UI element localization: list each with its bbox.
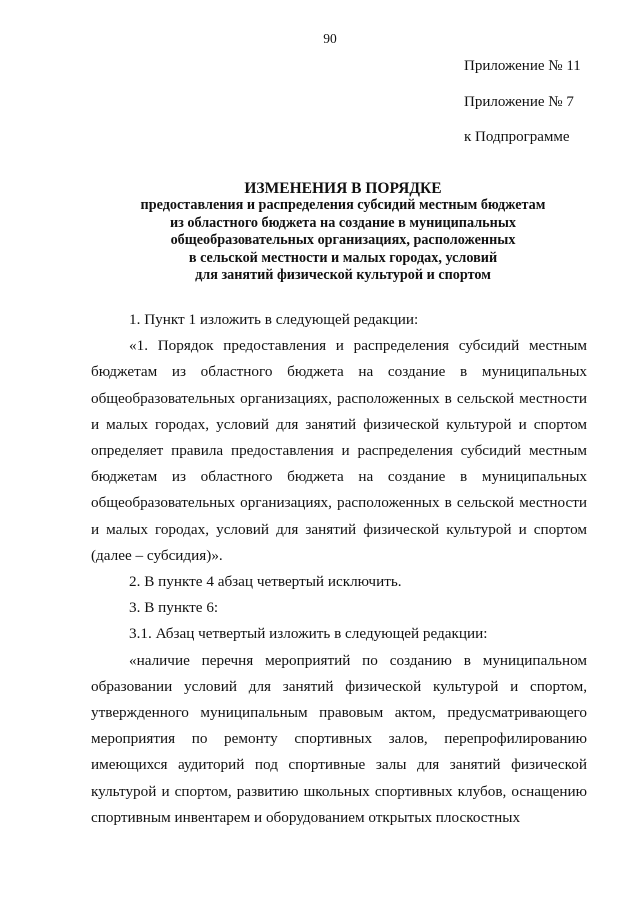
- subtitle-line: для занятий физической культурой и спортом: [195, 267, 491, 283]
- page-number: 90: [323, 31, 337, 46]
- subtitle-line: общеобразовательных организациях, расположенных: [170, 232, 516, 248]
- subprogram-label: к Подпрограмме: [464, 129, 570, 145]
- document-title: ИЗМЕНЕНИЯ В ПОРЯДКЕ: [244, 180, 442, 197]
- paragraph-item-2: 2. В пункте 4 абзац четвертый исключить.: [129, 573, 402, 591]
- appendix-11-label: Приложение № 11: [464, 58, 581, 74]
- paragraph-item-3: 3. В пункте 6:: [129, 599, 219, 617]
- paragraph-item-1-text: «1. Порядок предоставления и распределения субсидий местным бюджетам из областного бюджета на создание в муниципальных общеобразовательных организациях, расположенных в сельской местности и малых городах, условий для занятий физической культурой и спортом определяет правила предоставления и распределения субсидий местным бюджетам из областного бюджета на создание в муниципальных общеобразовательных организациях, расположенных в сельской местности и малых городах, условий для занятий физической культурой и спортом (далее – субсидия)».: [91, 337, 587, 564]
- subtitle-line: в сельской местности и малых городах, условий: [188, 249, 498, 266]
- subtitle-line: из областного бюджета на создание в муниципальных: [169, 214, 517, 231]
- subtitle-line: предоставления и распределения субсидий местным бюджетам: [140, 197, 546, 213]
- appendix-7-label: Приложение № 7: [464, 94, 574, 110]
- paragraph-item-3-1-text: «наличие перечня мероприятий по созданию в муниципальном образовании условий для занятий физической культурой и спортом, утвержденного муниципальным правовым актом, предусматривающего мероприятия по ремонту спортивных залов, перепрофилированию имеющихся аудиторий под спортивные залы для занятий физической культурой и спортом, развитию школьных спортивных клубов, оснащению спортивным инвентарем и оборудованием открытых плоскостных: [91, 651, 587, 826]
- paragraph-item-3-1: 3.1. Абзац четвертый изложить в следующей редакции:: [129, 625, 488, 643]
- document-body: [91, 307, 587, 831]
- document-subtitle: [0, 197, 640, 285]
- paragraph-item-1: 1. Пункт 1 изложить в следующей редакции:: [129, 311, 419, 328]
